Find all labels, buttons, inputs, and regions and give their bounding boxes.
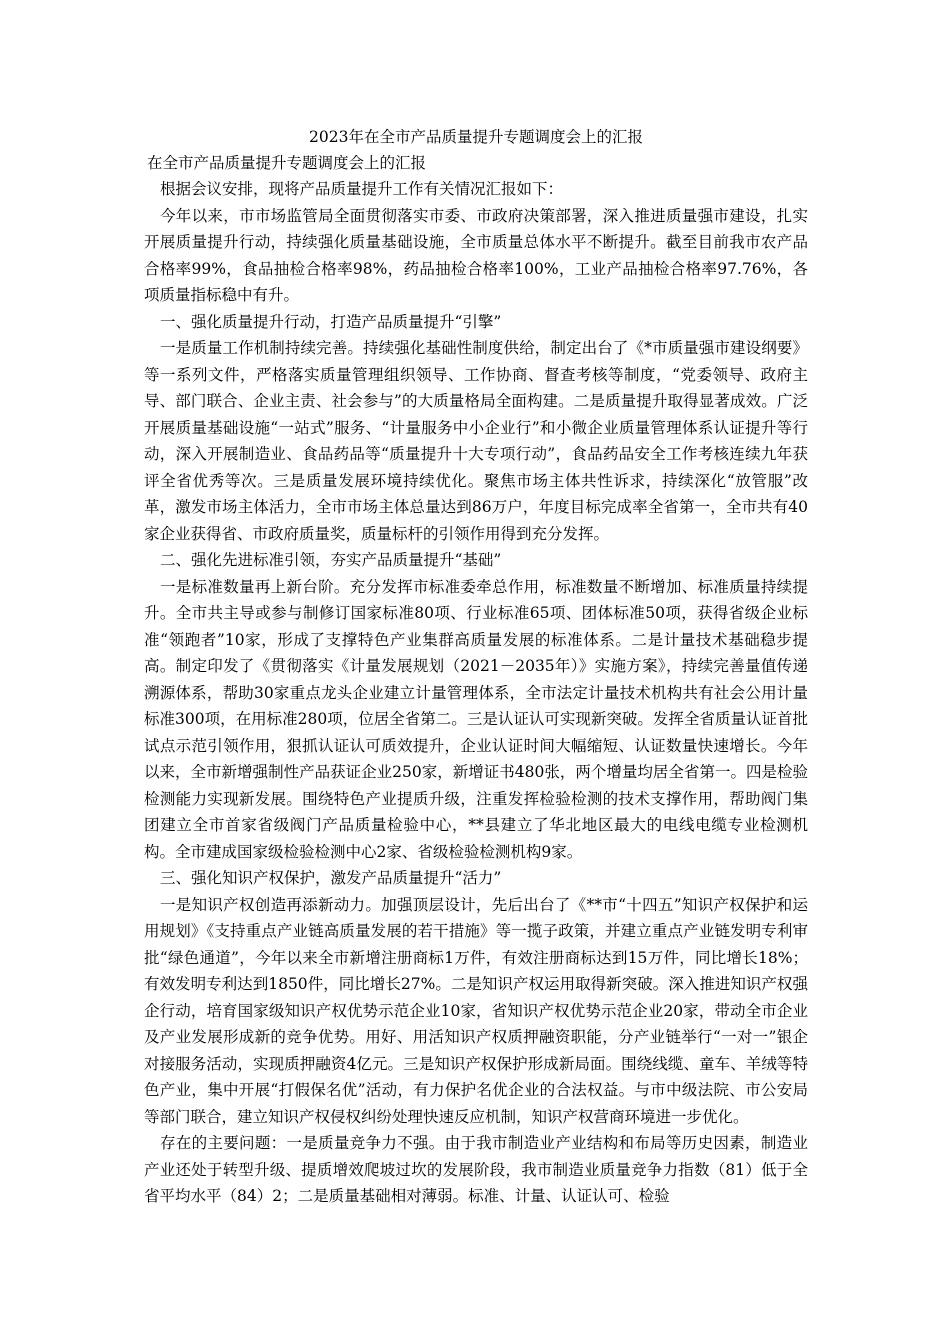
document-subtitle: 在全市产品质量提升专题调度会上的汇报 (147, 154, 427, 172)
section-body-2: 一是标准数量再上新台阶。充分发挥市标准委牵总作用，标准数量不断增加、标准质量持续提升。全市共主导或参与制修订国家标准80项、行业标准65项、团体标准50项，获得省级企业标准“领跑者”10家，形成了支撑特色产业集群高质量发展的标准体系。二是计量技术基础稳步提高。制定印发了《贯彻落实《计量发展规划（2021－2035年）》实施方案》，持续完善量值传递溯源体系，帮助30家重点龙头企业建立计量管理体系，全市法定计量技术机构共有社会公用计量标准300项，在用标准280项，位居全省第二。三是认证认可实现新突破。发挥全省质量认证首批试点示范引领作用，狠抓认证认可质效提升，企业认证时间大幅缩短、认证数量快速增长。今年以来，全市新增强制性产品获证企业250家，新增证书480张，两个增量均居全省第一。四是检验检测能力实现新发展。围绕特色产业提质升级，注重发挥检验检测的技术支撑作用，帮助阀门集团建立全市首家省级阀门产品质量检验中心，**县建立了华北地区最大的电线电缆专业检测机构。全市建成国家级检验检测中心2家、省级检验检测机构9家。 (144, 577, 808, 861)
document-page (144, 124, 808, 1210)
section-body-3: 一是知识产权创造再添新动力。加强顶层设计，先后出台了《**市“十四五”知识产权保护和运用规划》《支持重点产业链高质量发展的若干措施》等一揽子政策，并建立重点产业链发明专利审批“绿色通道”，今年以来全市新增注册商标1万件，有效注册商标达到15万件，同比增长18%；有效发明专利达到1850件，同比增长27%。二是知识产权运用取得新突破。深入推进知识产权强企行动，培育国家级知识产权优势示范企业10家，省知识产权优势示范企业20家，带动全市企业及产业发展形成新的竞争优势。用好、用活知识产权质押融资职能，分产业链举行“一对一”银企对接服务活动，实现质押融资4亿元。三是知识产权保护形成新局面。围绕线缆、童车、羊绒等特色产业，集中开展“打假保名优”活动，有力保护名优企业的合法权益。与市中级法院、市公安局等部门联合，建立知识产权侵权纠纷处理快速反应机制，知识产权营商环境进一步优化。 (144, 895, 808, 1126)
section-heading-1: 一、强化质量提升行动，打造产品质量提升“引擎” (160, 312, 502, 331)
document-title: 2023年在全市产品质量提升专题调度会上的汇报 (309, 128, 643, 146)
section-body-1: 一是质量工作机制持续完善。持续强化基础性制度供给，制定出台了《*市质量强市建设纲要》等一系列文件，严格落实质量管理组织领导、工作协商、督查考核等制度，“党委领导、政府主导、部门联合、企业主责、社会参与”的大质量格局全面构建。二是质量提升取得显著成效。广泛开展质量基础设施“一站式”服务、“计量服务中小企业行”和小微企业质量管理体系认证提升等行动，深入开展制造业、食品药品等“质量提升十大专项行动”，食品药品安全工作考核连续九年获评全省优秀等次。三是质量发展环境持续优化。聚焦市场主体共性诉求，持续深化“放管服”改革，激发市场主体活力，全市市场主体总量达到86万户，年度目标完成率全省第一，全市共有40家企业获得省、市政府质量奖，质量标杆的引领作用得到充分发挥。 (144, 339, 808, 543)
section-heading-3: 三、强化知识产权保护，激发产品质量提升“活力” (160, 869, 502, 887)
intro-paragraph: 根据会议安排，现将产品质量提升工作有关情况汇报如下： (160, 180, 564, 198)
section-heading-2: 二、强化先进标准引领，夯实产品质量提升“基础” (160, 551, 502, 569)
problems-paragraph: 存在的主要问题：一是质量竞争力不强。由于我市制造业产业结构和布局等历史因素，制造业产业还处于转型升级、提质增效爬坡过坎的发展阶段，我市制造业质量竞争力指数（81）低于全省平均水平（84）2；二是质量基础相对薄弱。标准、计量、认证认可、检验 (144, 1134, 808, 1205)
overview-paragraph: 今年以来，市市场监管局全面贯彻落实市委、市政府决策部署，深入推进质量强市建设，扎实开展质量提升行动，持续强化质量基础设施，全市质量总体水平不断提升。截至目前我市农产品合格率99%，食品抽检合格率98%，药品抽检合格率100%，工业产品抽检合格率97.76%，各项质量指标稳中有升。 (144, 206, 808, 304)
